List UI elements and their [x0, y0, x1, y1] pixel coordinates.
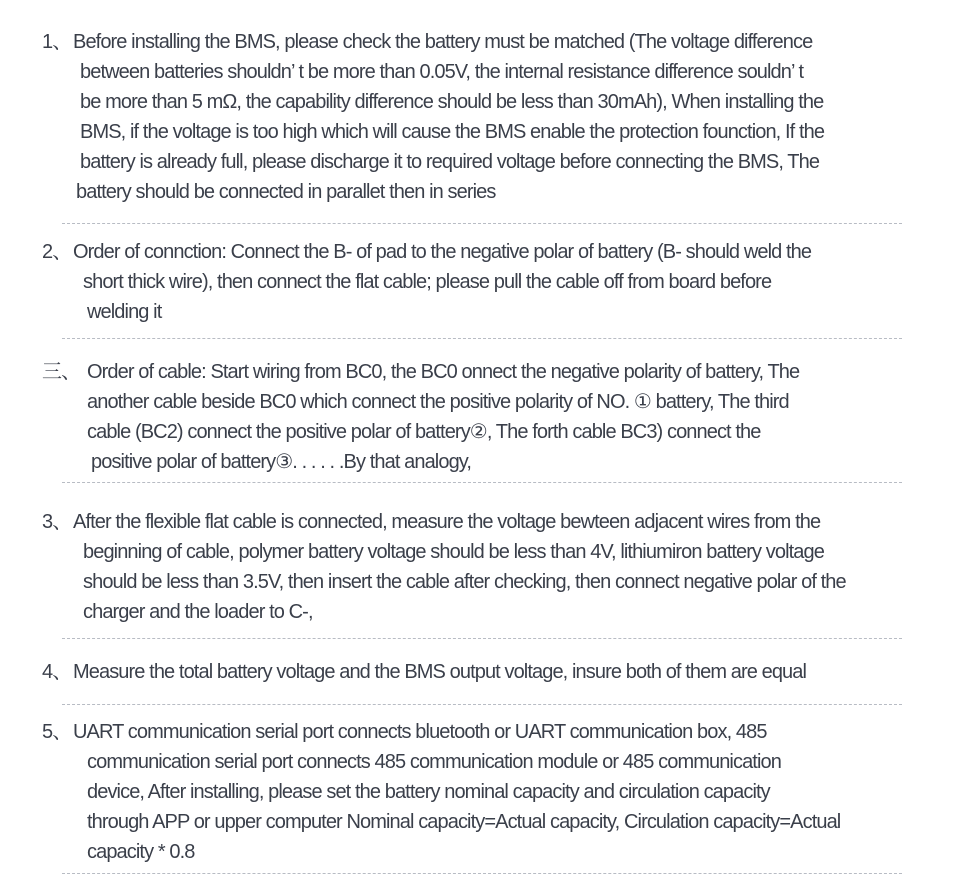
item-text-line: battery is already full, please discharge it to required voltage before connecting the BMS, The — [80, 151, 820, 173]
section-divider — [62, 638, 902, 639]
item-text-line: Order of connction: Connect the B- of pad to the negative polar of battery (B- should weld the — [73, 241, 812, 263]
item-text-line: charger and the loader to C-, — [83, 601, 313, 623]
item-text-line: Order of cable: Start wiring from BC0, the BC0 onnect the negative polarity of battery, The — [87, 361, 800, 383]
item-text-line: UART communication serial port connects bluetooth or UART communication box, 485 — [73, 721, 767, 743]
item-text-line: through APP or upper computer Nominal capacity=Actual capacity, Circulation capacity=Actual — [87, 811, 841, 833]
item-number: 1、 — [42, 31, 72, 53]
item-text-line: device, After installing, please set the battery nominal capacity and circulation capacity — [87, 781, 770, 803]
item-text-line: communication serial port connects 485 communication module or 485 communication — [87, 751, 781, 773]
item-text-line: welding it — [87, 301, 162, 323]
section-divider — [62, 873, 902, 874]
section-divider — [62, 704, 902, 705]
item-number: 3、 — [42, 511, 72, 533]
item-text-line: capacity * 0.8 — [87, 841, 195, 863]
item-text-line: another cable beside BC0 which connect the positive polarity of NO. ① battery, The third — [87, 391, 789, 413]
item-text-line: positive polar of battery③. . . . . .By that analogy, — [91, 451, 472, 473]
section-divider — [62, 338, 902, 339]
item-text-line: should be less than 3.5V, then insert the cable after checking, then connect negative polar of the — [83, 571, 846, 593]
item-number: 三、 — [42, 361, 81, 383]
item-text-line: BMS, if the voltage is too high which will cause the BMS enable the protection founction, If the — [80, 121, 825, 143]
item-number: 5、 — [42, 721, 72, 743]
item-number: 4、 — [42, 661, 72, 683]
item-text-line: be more than 5 mΩ, the capability difference should be less than 30mAh), When installing the — [80, 91, 824, 113]
section-divider — [62, 223, 902, 224]
section-divider — [62, 482, 902, 483]
item-text-line: After the flexible flat cable is connected, measure the voltage bewteen adjacent wires from the — [73, 511, 821, 533]
item-text-line: beginning of cable, polymer battery voltage should be less than 4V, lithiumiron battery voltage — [83, 541, 824, 563]
item-text-line: Measure the total battery voltage and the BMS output voltage, insure both of them are equal — [73, 661, 807, 683]
item-text-line: short thick wire), then connect the flat cable; please pull the cable off from board before — [83, 271, 772, 293]
item-text-line: battery should be connected in parallet then in series — [76, 181, 496, 203]
item-text-line: cable (BC2) connect the positive polar of battery②, The forth cable BC3) connect the — [87, 421, 761, 443]
item-text-line: between batteries shouldn’ t be more than 0.05V, the internal resistance difference souldn’ t — [80, 61, 804, 83]
item-number: 2、 — [42, 241, 72, 263]
item-text-line: Before installing the BMS, please check the battery must be matched (The voltage difference — [73, 31, 813, 53]
